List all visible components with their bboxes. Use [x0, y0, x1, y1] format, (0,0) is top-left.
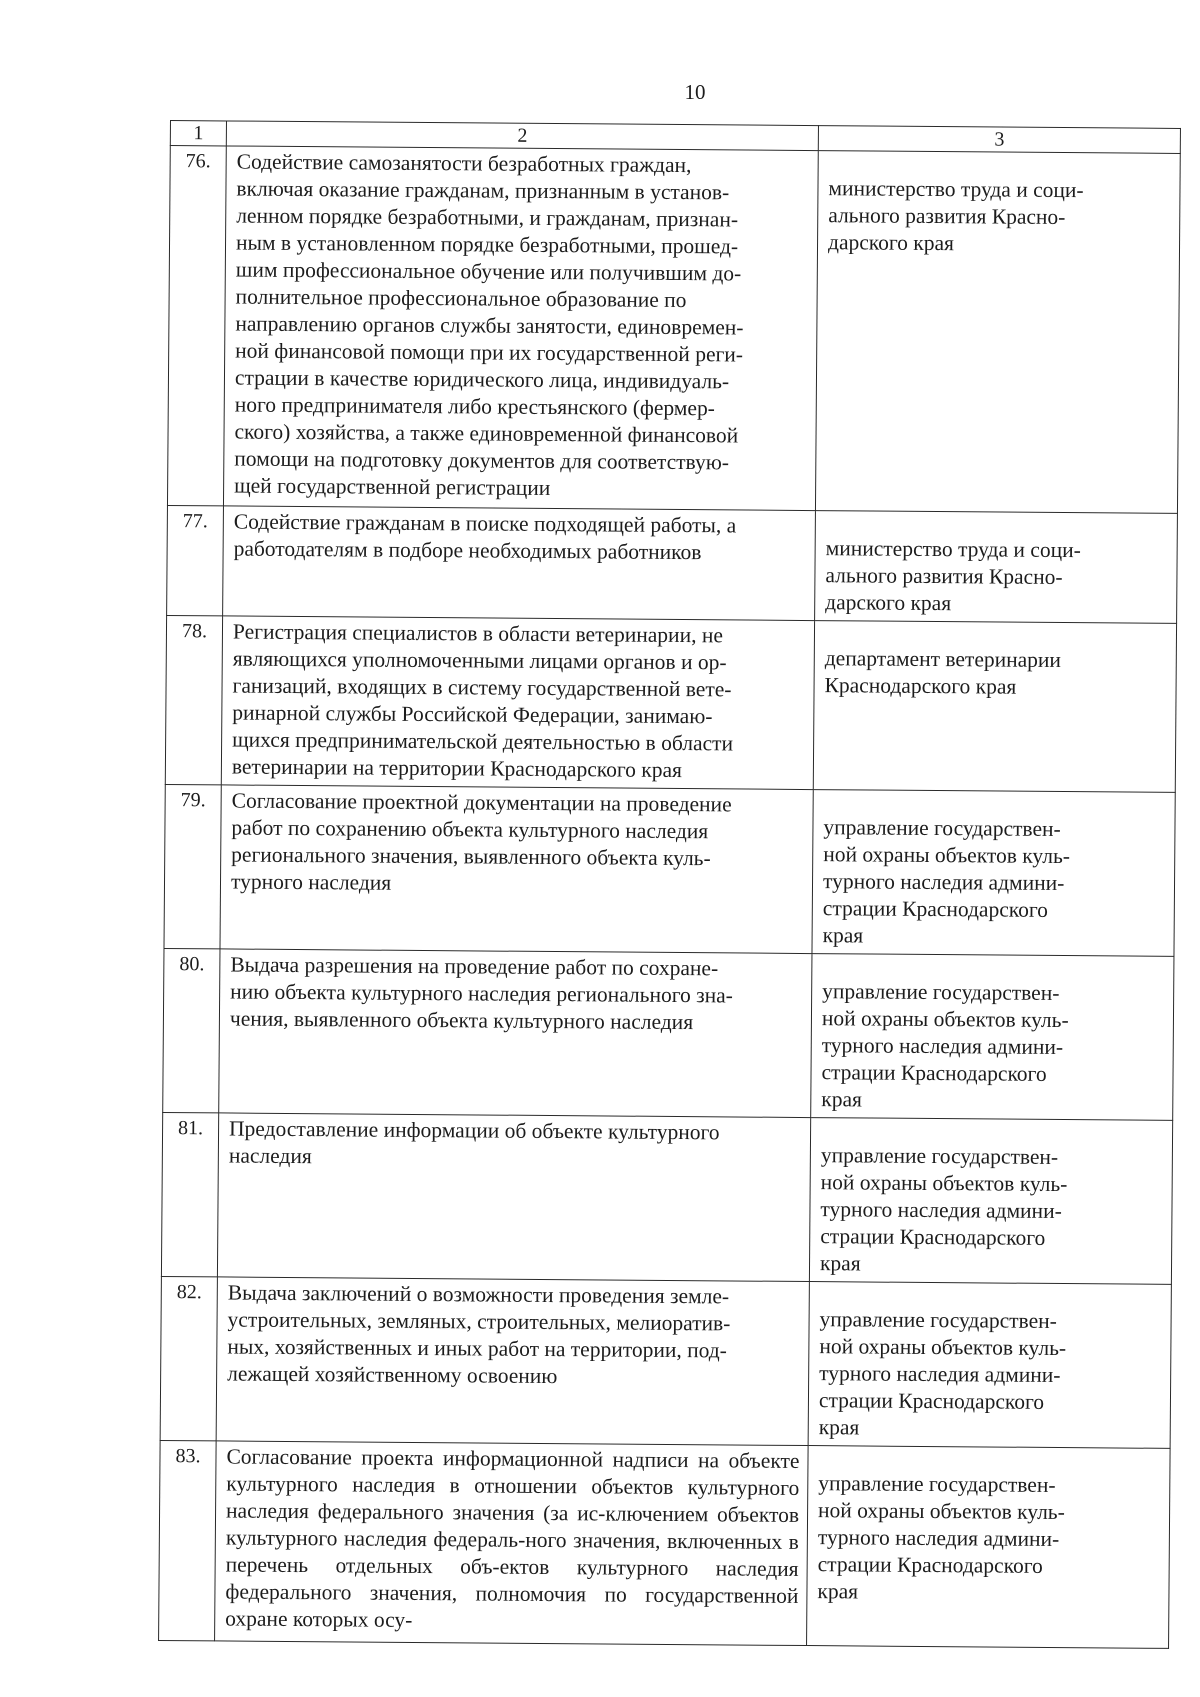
service-description: Выдача заключений о возможности проведения земле- устроительных, земляных, строительных, мелиоратив- ных, хозяйственных и иных работ на территории, под- лежащей хозяйственному освоению	[216, 1277, 809, 1446]
service-description: Выдача разрешения на проведение работ по сохране- нию объекта культурного наследия регионального зна- чения, выявленного объекта культурного наследия	[219, 949, 812, 1118]
service-description: Содействие гражданам в поиске подходящей работы, а работодателям в подборе необходимых работников	[223, 506, 816, 621]
row-number: 78.	[165, 615, 222, 784]
row-number: 76.	[167, 146, 226, 506]
row-number: 77.	[167, 505, 224, 615]
column-header-1: 1	[170, 121, 226, 146]
service-description: Согласование проектной документации на проведение работ по сохранению объекта культурного наследия регионального значения, выявленного объекта куль- турного наследия	[220, 785, 813, 954]
responsible-authority: управление государствен- ной охраны объектов куль- турного наследия админи- страции Краснодарского края	[811, 954, 1174, 1121]
responsible-authority: департамент ветеринарии Краснодарского края	[813, 621, 1176, 793]
responsible-authority: управление государствен- ной охраны объектов куль- турного наследия админи- страции Краснодарского края	[812, 790, 1175, 957]
table-row	[167, 505, 1178, 623]
row-number: 82.	[160, 1276, 217, 1440]
table-row	[167, 146, 1180, 514]
table-row	[163, 948, 1174, 1120]
table-row	[160, 1276, 1171, 1448]
row-number: 79.	[164, 784, 221, 948]
table-row	[165, 615, 1176, 792]
row-number: 83.	[159, 1440, 217, 1640]
responsible-authority: управление государствен- ной охраны объектов куль- турного наследия админи- страции Краснодарского края	[807, 1446, 1171, 1649]
service-description: Предоставление информации об объекте культурного наследия	[217, 1113, 810, 1282]
service-description: Регистрация специалистов в области ветеринарии, не являющихся уполномоченными лицами органов и ор- ганизаций, входящих в систему государственной вете- ринарной службы Российской Федерации, занимаю- щихся предпринимательской деятельностью в области ветеринарии на территории Краснодарского края	[221, 616, 814, 790]
services-table-wrapper	[158, 120, 1180, 1649]
responsible-authority: министерство труда и соци- ального развития Красно- дарского края	[815, 151, 1180, 514]
service-description: Содействие самозанятости безработных граждан, включая оказание гражданам, признанным в установ- ленном порядке безработными, и гражданам, признан- ным в установленном порядке безработными, прошед- шим профессиональное обучение или получившим до- полнительное профессиональное образование по направлению органов службы занятости, единовремен- ной финансовой помощи при их государственной реги- страции в качестве юридического лица, индивидуаль- ного предпринимателя либо крестьянского (фермер- ского) хозяйства, а также единовременной финансовой помощи на подготовку документов для соответствую- щей государственной регистрации	[223, 146, 818, 511]
row-number: 81.	[161, 1112, 218, 1276]
row-number: 80.	[163, 948, 220, 1112]
responsible-authority: министерство труда и соци- ального развития Красно- дарского края	[815, 511, 1178, 624]
responsible-authority: управление государствен- ной охраны объектов куль- турного наследия админи- страции Краснодарского края	[808, 1282, 1171, 1449]
column-header-3: 3	[818, 126, 1180, 154]
table-row	[164, 784, 1175, 956]
service-description: Согласование проекта информационной надписи на объекте культурного наследия в отношении объектов культурного наследия федерального значения (за ис-ключением объектов культурного наследия федераль-ного значения, включенных в перечень отдельных объ-ектов культурного наследия федерального значения, полномочия по государственной охране которых осу-	[215, 1441, 809, 1646]
table-row	[159, 1440, 1171, 1648]
table-row	[161, 1112, 1172, 1284]
responsible-authority: управление государствен- ной охраны объектов куль- турного наследия админи- страции Краснодарского края	[809, 1118, 1172, 1285]
services-table	[158, 120, 1181, 1649]
column-header-2: 2	[226, 121, 818, 151]
page-number: 10	[684, 80, 706, 104]
